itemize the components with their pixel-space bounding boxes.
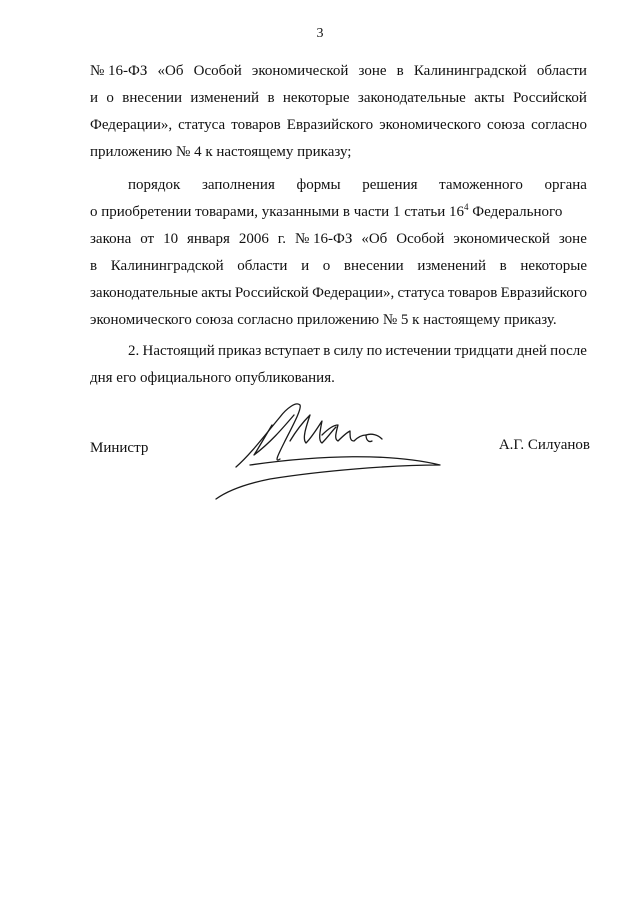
paragraph-2 [90, 172, 587, 334]
word: Российской [234, 285, 309, 301]
word: 2006 [238, 231, 269, 247]
word: зоне [558, 231, 587, 247]
word: формы [296, 177, 341, 193]
word: законодательные [90, 285, 198, 301]
text-line [90, 112, 587, 139]
word: статуса [397, 285, 445, 301]
word: 10 [163, 231, 179, 247]
word: товаров [447, 285, 498, 301]
word: экономического [379, 117, 481, 133]
word: законодательные [357, 90, 466, 106]
position-title: Министр [90, 440, 149, 456]
word: и [301, 258, 310, 274]
word: по [366, 343, 383, 359]
text-segment: Федерального [468, 204, 563, 220]
word: «Об [157, 63, 184, 79]
text-line: приложению № 4 к настоящему приказу; [90, 144, 352, 160]
word: изменений [190, 90, 260, 106]
word: о [322, 258, 331, 274]
word: после [550, 343, 587, 359]
word: истечении [385, 343, 452, 359]
word: согласно [531, 117, 587, 133]
word: № 16-ФЗ [90, 63, 148, 79]
signer-name: А.Г. Силуанов [498, 437, 590, 453]
word: закона [90, 231, 132, 247]
handwritten-signature [210, 395, 450, 505]
word: от [140, 231, 155, 247]
word: акты [201, 285, 232, 301]
word: решения [362, 177, 418, 193]
text-line [90, 58, 587, 85]
word: изменений [417, 258, 486, 274]
word: области [237, 258, 288, 274]
word: Евразийского [500, 285, 587, 301]
word: вступает [264, 343, 320, 359]
paragraph-1 [90, 58, 587, 166]
signature-block [90, 395, 590, 515]
word: Настоящий [142, 343, 215, 359]
word: внесении [343, 258, 404, 274]
word: о [106, 90, 114, 106]
word: некоторые [282, 90, 350, 106]
word: области [536, 63, 587, 79]
word: января [187, 231, 230, 247]
word: Особой [396, 231, 445, 247]
page-number: 3 [316, 26, 324, 41]
superscript: 4 [464, 202, 469, 212]
word: Российской [512, 90, 587, 106]
text-line [90, 226, 587, 253]
word: Федерации», [312, 285, 395, 301]
word: Федерации», [90, 117, 173, 133]
paragraph-3 [90, 338, 587, 392]
word: статуса [178, 117, 226, 133]
word: заполнения [202, 177, 275, 193]
word: силу [333, 343, 364, 359]
word: Особой [193, 63, 242, 79]
word: таможенного [439, 177, 523, 193]
order-text [90, 58, 587, 392]
text-segment: о приобретении товарами, указанными в части 1 статьи 16 [90, 204, 465, 220]
text-line: экономического союза согласно приложению № 5 к настоящему приказу. [90, 312, 557, 328]
word: зоне [358, 63, 387, 79]
text-line [90, 280, 587, 307]
text-line [90, 199, 587, 226]
word: и [90, 90, 99, 106]
word: внесении [122, 90, 183, 106]
text-line: дня его официального опубликования. [90, 370, 335, 386]
word: в [323, 343, 331, 359]
word: Калининградской [413, 63, 527, 79]
word: № 16-ФЗ [294, 231, 353, 247]
word: в [267, 90, 275, 106]
word: г. [277, 231, 287, 247]
word: в [396, 63, 404, 79]
word: тридцати [454, 343, 514, 359]
word: Калининградской [110, 258, 224, 274]
word: акты [474, 90, 505, 106]
word: некоторые [520, 258, 587, 274]
text-line [90, 253, 587, 280]
word: 2. [128, 343, 140, 359]
word: органа [544, 177, 587, 193]
word: экономической [251, 63, 349, 79]
word: экономической [453, 231, 550, 247]
word: в [499, 258, 507, 274]
text-line [90, 172, 587, 199]
word: «Об [361, 231, 388, 247]
word: дней [516, 343, 547, 359]
text-line [90, 85, 587, 112]
word: приказ [218, 343, 262, 359]
word: в [90, 258, 98, 274]
word: порядок [128, 177, 181, 193]
word: Евразийского [286, 117, 374, 133]
word: союза [487, 117, 525, 133]
word: товаров [231, 117, 281, 133]
text-line [90, 338, 587, 365]
